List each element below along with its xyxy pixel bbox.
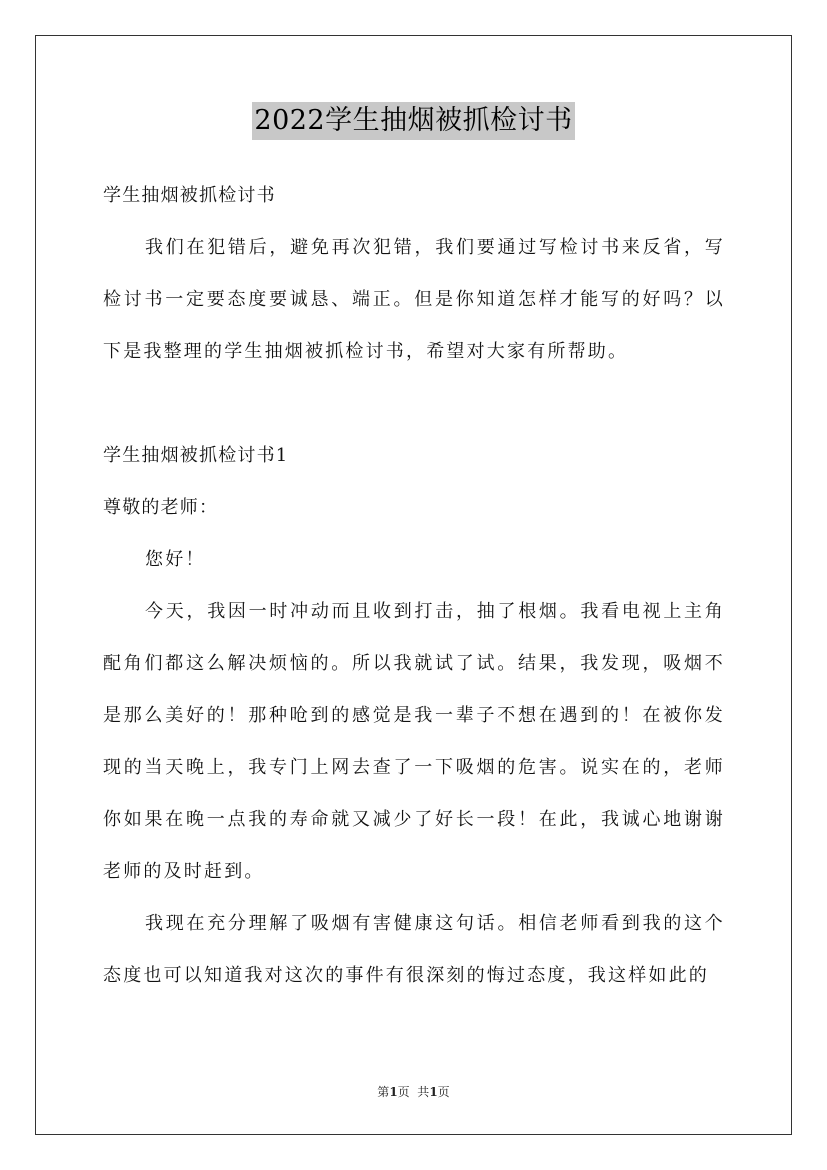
greeting-text: 您好！ — [145, 549, 206, 570]
footer-suffix: 页 — [437, 1085, 450, 1099]
document-title: 2022学生抽烟被抓检讨书 — [252, 102, 574, 140]
total-page-number: 1 — [429, 1085, 438, 1099]
intro-text: 我们在犯错后，避免再次犯错，我们要通过写检讨书来反省，写检讨书一定要态度要诚恳、端正。但是你知道怎样才能写的好吗？以下是我整理的学生抽烟被抓检讨书，希望对大家有所帮助。 — [103, 237, 725, 362]
subtitle: 学生抽烟被抓检讨书 — [103, 185, 276, 206]
footer-prefix: 第 — [377, 1085, 390, 1099]
title-container — [0, 102, 827, 140]
salutation: 尊敬的老师： — [103, 497, 219, 518]
current-page-number: 1 — [389, 1085, 398, 1099]
paragraph-text: 我现在充分理解了吸烟有害健康这句话。相信老师看到我的这个态度也可以知道我对这次的事件有很深刻的悔过态度，我这样如此的 — [103, 913, 725, 986]
body-paragraph-1 — [103, 586, 725, 898]
body-paragraph-2 — [103, 898, 725, 1002]
spacer — [103, 378, 725, 430]
page-footer — [0, 1083, 827, 1100]
paragraph-text: 今天，我因一时冲动而且收到打击，抽了根烟。我看电视上主角配角们都这么解决烦恼的。所以我就试了试。结果，我发现，吸烟不是那么美好的！那种呛到的感觉是我一辈子不想在遇到的！在被你发现的当天晚上，我专门上网去查了一下吸烟的危害。说实在的，老师你如果在晚一点我的寿命就又减少了好长一段！在此，我诚心地谢谢老师的及时赶到。 — [103, 601, 725, 882]
greeting-paragraph — [103, 534, 725, 586]
footer-mid: 页 共 — [397, 1085, 430, 1099]
document-body — [103, 170, 725, 1002]
section-title: 学生抽烟被抓检讨书1 — [103, 445, 289, 466]
intro-paragraph — [103, 222, 725, 378]
